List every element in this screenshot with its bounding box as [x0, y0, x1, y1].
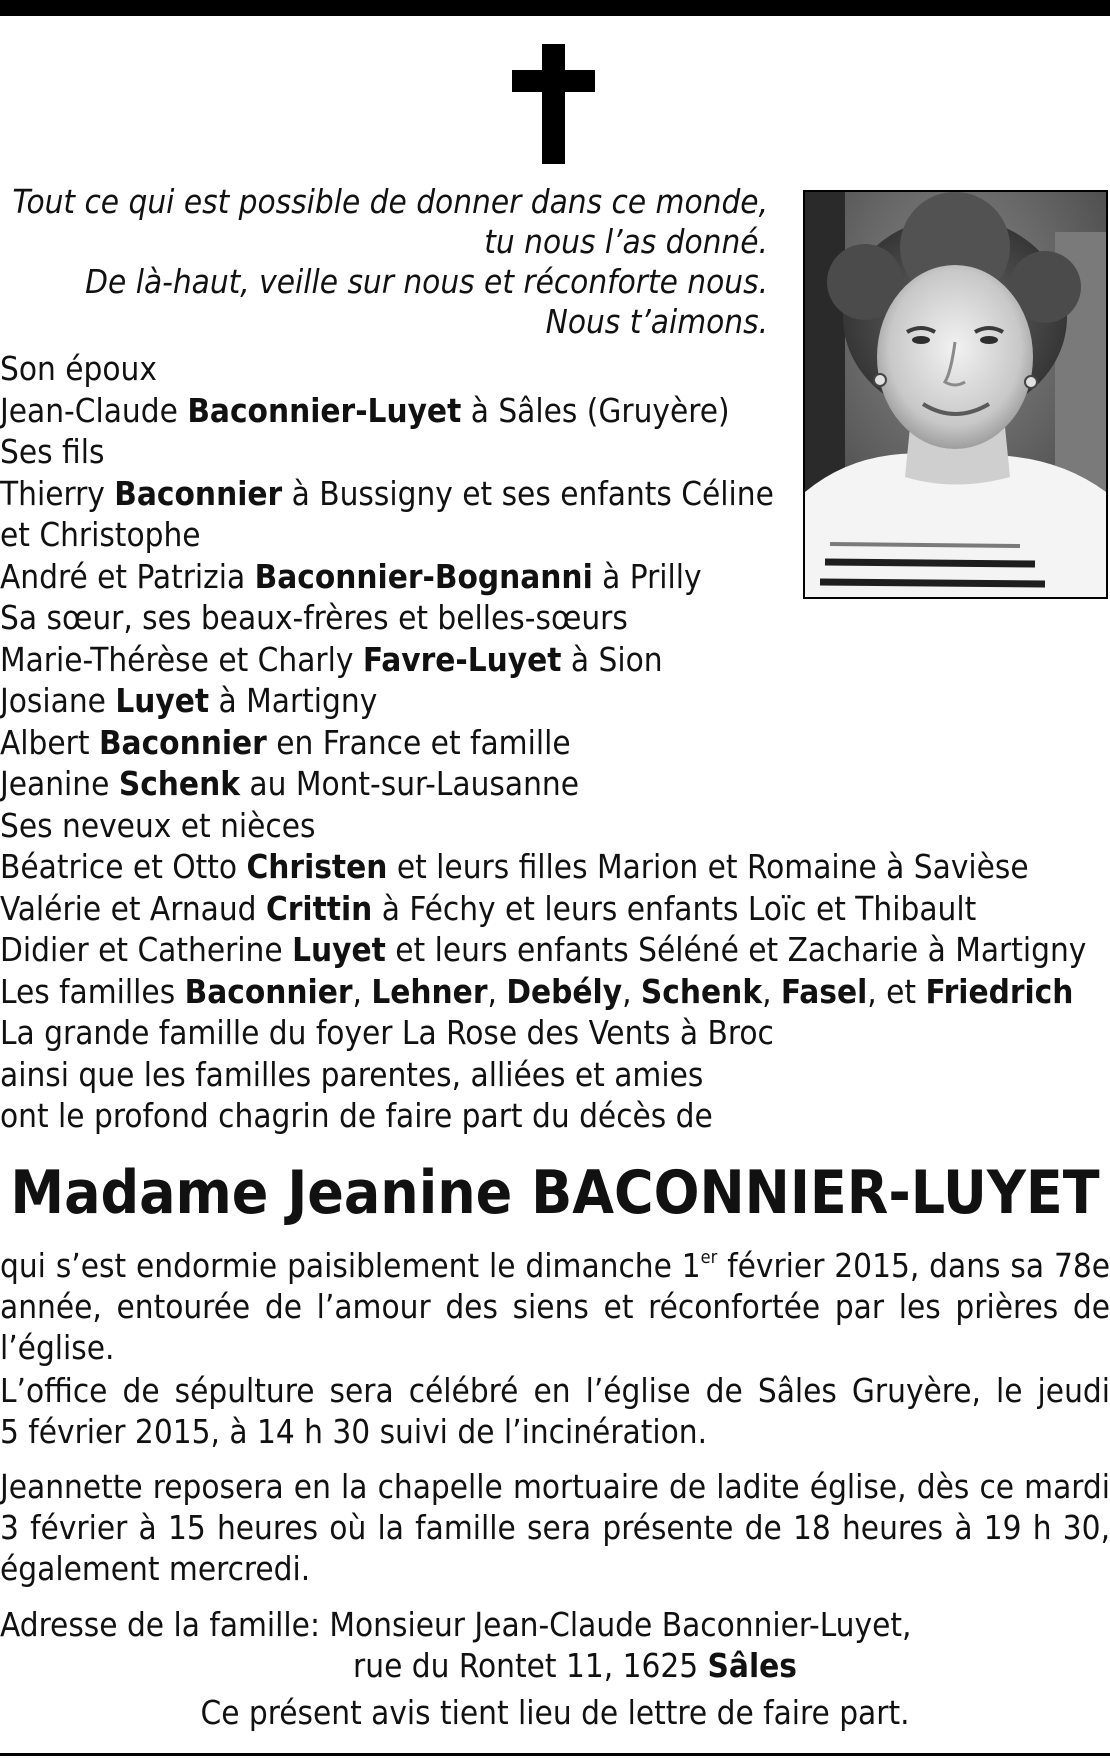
family-line: Béatrice et Otto Christen et leurs filles Marion et Romaine à Savièse — [0, 847, 1029, 886]
poem-line: Nous t’aimons. — [545, 302, 768, 341]
family-line: Ses neveux et nièces — [0, 805, 316, 845]
poem — [0, 182, 768, 342]
family-surname: Baconnier-Bognanni — [254, 556, 593, 596]
family-line: Son époux — [0, 349, 157, 388]
family-surname: Schenk — [118, 764, 240, 803]
family-line: Didier et Catherine Luyet et leurs enfants Séléné et Zacharie à Martigny — [0, 930, 1087, 969]
announcement-line: L’office de sépulture sera célébré en l’église de Sâles Gruyère, le jeudi — [0, 1371, 1110, 1410]
address-town: Sâles — [707, 1646, 797, 1685]
family-address — [0, 1604, 1110, 1686]
announcement-paragraph-1 — [0, 1245, 1110, 1368]
announcement-line: également mercredi. — [0, 1549, 311, 1588]
family-surname: Debély — [506, 971, 623, 1011]
address-line: Adresse de la famille: Monsieur Jean-Claude Baconnier-Luyet, — [0, 1605, 912, 1644]
poem-line: Tout ce qui est possible de donner dans ce monde, — [12, 182, 768, 221]
announcement-line: qui s’est endormie paisiblement le dimanche 1er février 2015, dans sa 78e — [0, 1246, 1110, 1285]
family-surname: Friedrich — [925, 971, 1074, 1011]
family-list — [0, 348, 1110, 1137]
announcement-paragraph-3 — [0, 1466, 1110, 1589]
announcement-line: année, entourée de l’amour des siens et réconfortée par les prières de — [0, 1287, 1110, 1326]
deceased-name: Madame Jeanine BACONNIER-LUYET — [10, 1158, 1100, 1228]
family-line: Thierry Baconnier à Bussigny et ses enfants Céline — [0, 473, 774, 513]
family-line: Albert Baconnier en France et famille — [0, 722, 571, 762]
family-line: et Christophe — [0, 515, 201, 554]
announcement-paragraph-2 — [0, 1370, 1110, 1452]
family-line: André et Patrizia Baconnier-Bognanni à Prilly — [0, 556, 702, 596]
cross-icon — [512, 44, 595, 164]
family-surname: Schenk — [640, 971, 763, 1011]
family-surname: Luyet — [115, 681, 210, 720]
family-surname: Favre-Luyet — [362, 639, 562, 679]
family-surname: Luyet — [292, 930, 386, 969]
family-line: ont le profond chagrin de faire part du décès de — [0, 1096, 713, 1135]
family-surname: Fasel — [780, 971, 868, 1011]
family-line: ainsi que les familles parentes, alliées et amies — [0, 1054, 704, 1094]
family-line: Les familles Baconnier, Lehner, Debély, Schenk, Fasel, et Friedrich — [0, 971, 1074, 1011]
family-surname: Crittin — [265, 888, 373, 928]
closing-note: Ce présent avis tient lieu de lettre de faire part. — [200, 1693, 910, 1732]
announcement-line: 5 février 2015, à 14 h 30 suivi de l’incinération. — [0, 1412, 708, 1451]
family-line: Sa sœur, ses beaux-frères et belles-sœurs — [0, 598, 628, 637]
family-surname: Baconnier — [184, 971, 353, 1011]
announcement-line: Jeannette reposera en la chapelle mortuaire de ladite église, dès ce mardi — [0, 1467, 1110, 1506]
announcement-line: l’église. — [0, 1328, 115, 1367]
poem-line: tu nous l’as donné. — [484, 222, 768, 261]
family-line: Jean-Claude Baconnier-Luyet à Sâles (Gruyère) — [0, 390, 730, 430]
poem-line: De là-haut, veille sur nous et réconforte nous. — [85, 262, 768, 301]
family-line: La grande famille du foyer La Rose des Vents à Broc — [0, 1013, 774, 1052]
address-line: rue du Rontet 11, 1625 Sâles — [353, 1646, 797, 1685]
announcement-line: 3 février à 15 heures où la famille sera présente de 18 heures à 19 h 30, — [0, 1508, 1110, 1547]
family-line: Jeanine Schenk au Mont-sur-Lausanne — [0, 764, 579, 803]
family-line: Marie-Thérèse et Charly Favre-Luyet à Sion — [0, 639, 663, 679]
family-surname: Baconnier — [114, 473, 283, 513]
family-line: Valérie et Arnaud Crittin à Féchy et leurs enfants Loïc et Thibault — [0, 888, 977, 928]
bottom-border-rule — [0, 1753, 1110, 1756]
family-surname: Lehner — [371, 971, 488, 1011]
family-line: Ses fils — [0, 432, 105, 471]
family-surname: Baconnier-Luyet — [187, 390, 462, 430]
family-surname: Christen — [246, 847, 388, 886]
family-line: Josiane Luyet à Martigny — [0, 681, 378, 720]
top-border-rule — [0, 0, 1110, 16]
family-surname: Baconnier — [98, 722, 267, 762]
